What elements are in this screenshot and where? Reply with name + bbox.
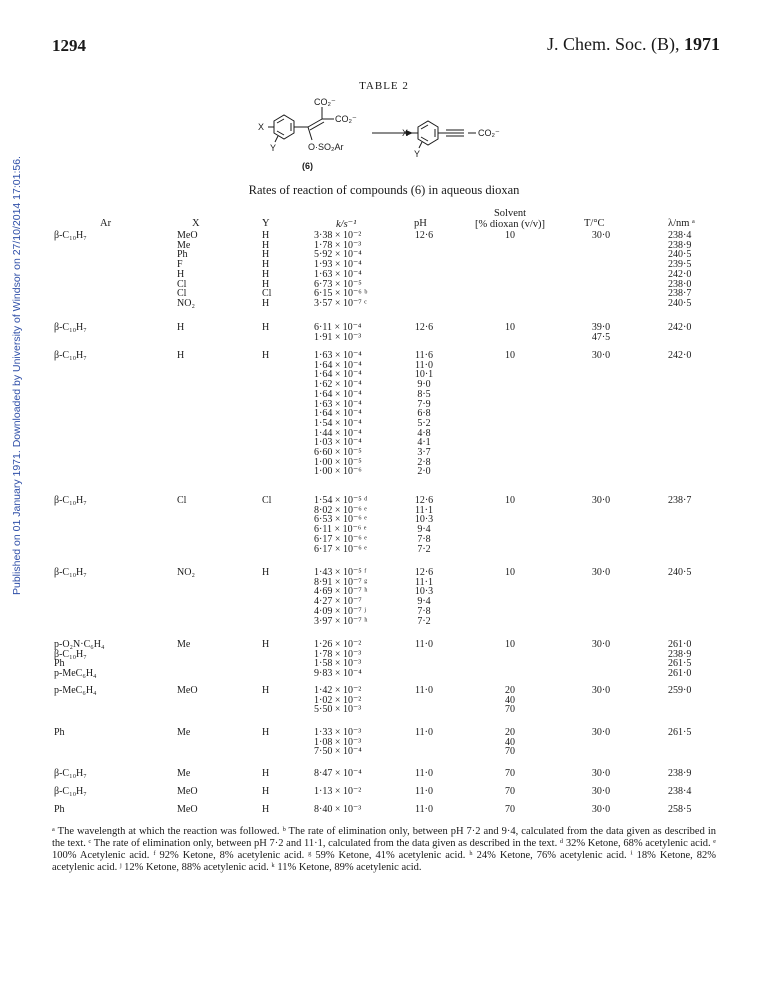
table-value: Me bbox=[177, 768, 191, 779]
table-value: 6·17 × 10⁻⁶ ᵉ bbox=[314, 533, 367, 545]
table-value: 240·5 bbox=[668, 297, 692, 309]
table-value: 261·0 bbox=[668, 668, 692, 680]
table-value: Ph bbox=[177, 249, 188, 261]
table-value: 1·63 × 10⁻⁴ bbox=[314, 398, 362, 410]
table-value: Me bbox=[177, 239, 191, 251]
cell-lambda bbox=[668, 728, 691, 738]
table-value: H bbox=[262, 259, 270, 271]
table-value: MeO bbox=[177, 804, 198, 815]
cell-y bbox=[262, 568, 269, 578]
table-value: 6·11 × 10⁻⁶ ᵉ bbox=[314, 524, 367, 536]
cell-k bbox=[314, 686, 361, 715]
cell-ar bbox=[54, 323, 87, 333]
cell-temp bbox=[584, 231, 618, 241]
table-value: Cl bbox=[177, 288, 187, 300]
table-value: 30·0 bbox=[591, 786, 611, 797]
table-value: 20 bbox=[505, 727, 515, 738]
table-value: MeO bbox=[177, 786, 198, 797]
table-value: 39·0 bbox=[591, 322, 611, 333]
cell-lambda bbox=[668, 351, 691, 361]
table-value: 11·0 bbox=[415, 727, 433, 738]
table-value: β-C₁₀H₇ bbox=[54, 350, 87, 361]
cell-solvent bbox=[480, 805, 540, 815]
table-value: 30·0 bbox=[591, 639, 611, 650]
table-value: 70 bbox=[505, 786, 515, 797]
table-value: 1·78 × 10⁻³ bbox=[314, 648, 362, 660]
table-value: 7·2 bbox=[417, 615, 431, 627]
cell-lambda bbox=[668, 640, 691, 679]
table-value: 1·26 × 10⁻² bbox=[314, 639, 362, 650]
cell-k bbox=[314, 787, 361, 797]
journal-name: J. Chem. Soc. (B), bbox=[547, 34, 680, 54]
table-value: Cl bbox=[177, 495, 187, 506]
table-value: 11·1 bbox=[415, 576, 433, 588]
cell-solvent bbox=[480, 323, 540, 333]
cell-ar bbox=[54, 351, 87, 361]
table-value: β-C₁₀H₇ bbox=[54, 230, 87, 241]
cell-y bbox=[262, 323, 269, 333]
table-value: 10 bbox=[505, 230, 515, 241]
compound-label: (6) bbox=[302, 161, 313, 171]
cell-temp bbox=[584, 686, 618, 696]
table-value: 6·8 bbox=[417, 408, 431, 420]
table-value: 11·0 bbox=[415, 639, 433, 650]
cell-solvent bbox=[480, 568, 540, 578]
table-value: 70 bbox=[505, 746, 515, 758]
table-value: 3·97 × 10⁻⁷ ʰ bbox=[314, 615, 368, 627]
cell-lambda bbox=[668, 787, 691, 797]
table-value: β-C₁₀H₇ bbox=[54, 648, 87, 660]
cell-x bbox=[177, 640, 190, 650]
table-value: Cl bbox=[262, 288, 272, 300]
table-value: 11·0 bbox=[415, 768, 433, 779]
table-value: H bbox=[262, 268, 270, 280]
table-value: 11·0 bbox=[415, 359, 433, 371]
table-value: 1·02 × 10⁻² bbox=[314, 694, 362, 706]
table-value: 238·7 bbox=[668, 495, 692, 506]
table-value: 261·0 bbox=[668, 639, 692, 650]
table-value: 11·6 bbox=[415, 350, 433, 361]
cell-ar bbox=[54, 231, 87, 241]
table-value: 1·93 × 10⁻⁴ bbox=[314, 259, 362, 271]
svg-text:O·SO₂Ar: O·SO₂Ar bbox=[308, 142, 344, 152]
table-value: 10 bbox=[505, 495, 515, 506]
table-value: 6·60 × 10⁻⁵ bbox=[314, 447, 362, 459]
table-value: H bbox=[177, 350, 185, 361]
table-value: 12·6 bbox=[414, 495, 434, 506]
table-value: 10·1 bbox=[414, 369, 434, 381]
cell-ar bbox=[54, 686, 97, 696]
table-value: 4·27 × 10⁻⁷ bbox=[314, 596, 362, 608]
cell-solvent bbox=[480, 769, 540, 779]
table-value: 9·4 bbox=[417, 596, 431, 608]
table-value: 239·5 bbox=[668, 259, 692, 271]
cell-ph bbox=[408, 568, 440, 626]
table-value: 1·13 × 10⁻² bbox=[314, 786, 362, 797]
table-value: 1·58 × 10⁻³ bbox=[314, 658, 362, 670]
table-value: Ph bbox=[54, 804, 65, 815]
cell-y bbox=[262, 351, 269, 361]
col-header-k: k/s⁻¹ bbox=[336, 219, 357, 230]
cell-y bbox=[262, 640, 269, 650]
table-value: β-C₁₀H₇ bbox=[54, 322, 87, 333]
col-header-dioxan: [% dioxan (v/v)] bbox=[475, 219, 545, 230]
table-value: 1·91 × 10⁻³ bbox=[314, 331, 362, 343]
table-value: 11·0 bbox=[415, 804, 433, 815]
table-value: 1·43 × 10⁻⁵ ᶠ bbox=[314, 567, 367, 578]
cell-ar bbox=[54, 805, 65, 815]
table-value: 2·0 bbox=[417, 466, 431, 478]
cell-y bbox=[262, 805, 269, 815]
cell-x bbox=[177, 787, 198, 797]
cell-k bbox=[314, 640, 362, 679]
table-value: 4·09 × 10⁻⁷ ʲ bbox=[314, 605, 366, 617]
cell-k bbox=[314, 496, 367, 554]
table-value: 261·5 bbox=[668, 727, 692, 738]
table-value: 8·5 bbox=[417, 388, 431, 400]
col-header-y: Y bbox=[262, 218, 270, 229]
cell-ar bbox=[54, 568, 87, 578]
download-watermark: Published on 01 January 1971. Downloaded by University of Windsor on 27/10/2014 17:01:56. bbox=[11, 156, 23, 595]
cell-x bbox=[177, 323, 184, 333]
table-value: 3·57 × 10⁻⁷ ᶜ bbox=[314, 297, 367, 309]
table-value: 1·00 × 10⁻⁶ bbox=[314, 466, 362, 478]
table-value: 1·54 × 10⁻⁵ ᵈ bbox=[314, 495, 368, 506]
svg-text:CO₂⁻: CO₂⁻ bbox=[478, 128, 500, 138]
table-value: 242·0 bbox=[668, 350, 692, 361]
table-value: β-C₁₀H₇ bbox=[54, 495, 87, 506]
cell-temp bbox=[584, 728, 618, 738]
table-value: 30·0 bbox=[591, 567, 611, 578]
cell-ph bbox=[408, 728, 440, 738]
table-value: 6·15 × 10⁻⁶ ᵇ bbox=[314, 288, 368, 300]
table-value: 3·7 bbox=[417, 447, 431, 459]
table-value: p-MeC₆H₄ bbox=[54, 668, 97, 680]
table-value: 7·8 bbox=[417, 605, 431, 617]
table-value: 1·64 × 10⁻⁴ bbox=[314, 408, 362, 420]
table-value: 70 bbox=[505, 704, 515, 716]
table-value: 242·0 bbox=[668, 322, 692, 333]
table-value: 242·0 bbox=[668, 268, 692, 280]
table-value: 11·1 bbox=[415, 504, 433, 516]
cell-ar bbox=[54, 769, 87, 779]
table-value: MeO bbox=[177, 230, 198, 241]
cell-ph bbox=[408, 686, 440, 696]
table-value: NO₂ bbox=[177, 567, 195, 578]
col-header-temp: T/°C bbox=[584, 218, 605, 229]
svg-text:Y: Y bbox=[414, 149, 421, 159]
table-value: 4·8 bbox=[417, 427, 431, 439]
table-value: 9·83 × 10⁻⁴ bbox=[314, 668, 362, 680]
table-value: H bbox=[262, 239, 270, 251]
table-value: 8·40 × 10⁻³ bbox=[314, 804, 362, 815]
cell-temp bbox=[584, 351, 618, 361]
table-value: H bbox=[177, 268, 185, 280]
cell-lambda bbox=[668, 496, 691, 506]
table-value: 30·0 bbox=[591, 727, 611, 738]
table-value: 1·00 × 10⁻⁵ bbox=[314, 456, 362, 468]
table-value: 261·5 bbox=[668, 658, 692, 670]
cell-x bbox=[177, 231, 198, 309]
table-value: 30·0 bbox=[591, 685, 611, 696]
table-value: 238·9 bbox=[668, 239, 692, 251]
table-value: 5·92 × 10⁻⁴ bbox=[314, 249, 362, 261]
table-value: NO₂ bbox=[177, 297, 195, 309]
table-value: F bbox=[177, 259, 183, 271]
table-value: 240·5 bbox=[668, 249, 692, 261]
table-value: 9·0 bbox=[417, 379, 431, 391]
cell-temp bbox=[584, 496, 618, 506]
table-value: 238·0 bbox=[668, 278, 692, 290]
table-value: 20 bbox=[505, 685, 515, 696]
table-value: H bbox=[262, 297, 270, 309]
col-header-solvent: Solvent bbox=[493, 208, 527, 219]
cell-solvent bbox=[480, 351, 540, 361]
table-value: Ph bbox=[54, 727, 65, 738]
table-value: 12·6 bbox=[414, 567, 434, 578]
cell-ar bbox=[54, 640, 104, 679]
cell-solvent bbox=[480, 231, 540, 241]
cell-lambda bbox=[668, 231, 691, 309]
table-value: H bbox=[262, 685, 270, 696]
table-value: 7·50 × 10⁻⁴ bbox=[314, 746, 362, 758]
cell-temp bbox=[584, 323, 618, 342]
table-value: 6·73 × 10⁻⁵ bbox=[314, 278, 362, 290]
cell-solvent bbox=[480, 728, 540, 757]
table-value: H bbox=[262, 322, 270, 333]
table-value: 1·64 × 10⁻⁴ bbox=[314, 369, 362, 381]
table-value: 4·69 × 10⁻⁷ ʰ bbox=[314, 586, 368, 598]
table-value: 11·0 bbox=[415, 685, 433, 696]
table-value: 70 bbox=[505, 768, 515, 779]
cell-temp bbox=[584, 568, 618, 578]
table-value: 5·50 × 10⁻³ bbox=[314, 704, 362, 716]
table-value: 7·2 bbox=[417, 543, 431, 555]
page-number: 1294 bbox=[52, 36, 86, 55]
col-header-x: X bbox=[192, 218, 200, 229]
cell-ar bbox=[54, 787, 87, 797]
cell-ph bbox=[408, 351, 440, 477]
table-value: β-C₁₀H₇ bbox=[54, 768, 87, 779]
cell-y bbox=[262, 769, 269, 779]
cell-ph bbox=[408, 323, 440, 333]
cell-x bbox=[177, 496, 186, 506]
table-value: 1·64 × 10⁻⁴ bbox=[314, 388, 362, 400]
table-value: p-MeC₆H₄ bbox=[54, 685, 97, 696]
cell-y bbox=[262, 728, 269, 738]
table-value: 4·1 bbox=[417, 437, 431, 449]
cell-k bbox=[314, 728, 362, 757]
table-value: 30·0 bbox=[591, 495, 611, 506]
cell-solvent bbox=[480, 640, 540, 650]
table-value: 10 bbox=[505, 350, 515, 361]
table-title: TABLE 2 bbox=[359, 80, 409, 92]
table-value: H bbox=[262, 786, 270, 797]
table-value: Me bbox=[177, 727, 191, 738]
svg-text:X: X bbox=[402, 128, 409, 138]
table-value: H bbox=[262, 249, 270, 261]
reaction-scheme bbox=[250, 95, 550, 180]
table-value: H bbox=[262, 278, 270, 290]
journal-year: 1971 bbox=[684, 34, 720, 54]
cell-lambda bbox=[668, 769, 691, 779]
table-value: 12·6 bbox=[414, 230, 434, 241]
table-value: Cl bbox=[177, 278, 187, 290]
svg-text:Y: Y bbox=[270, 143, 277, 153]
table-value: 70 bbox=[505, 804, 515, 815]
cell-x bbox=[177, 686, 198, 696]
cell-ph bbox=[408, 496, 440, 554]
cell-ar bbox=[54, 496, 87, 506]
cell-ph bbox=[408, 640, 440, 650]
table-value: H bbox=[262, 639, 270, 650]
table-value: 8·02 × 10⁻⁶ ᵉ bbox=[314, 504, 367, 516]
cell-y bbox=[262, 231, 271, 309]
table-value: 10·3 bbox=[414, 514, 434, 526]
table-value: 10·3 bbox=[414, 586, 434, 598]
table-value: H bbox=[262, 768, 270, 779]
cell-y bbox=[262, 496, 271, 506]
table-value: β-C₁₀H₇ bbox=[54, 567, 87, 578]
table-value: 30·0 bbox=[591, 350, 611, 361]
table-value: 1·78 × 10⁻³ bbox=[314, 239, 362, 251]
table-value: 1·62 × 10⁻⁴ bbox=[314, 379, 362, 391]
table-value: 238·4 bbox=[668, 786, 692, 797]
cell-k bbox=[314, 568, 367, 626]
table-value: 40 bbox=[505, 736, 515, 748]
table-value: 240·5 bbox=[668, 567, 692, 578]
table-value: 12·6 bbox=[414, 322, 434, 333]
col-header-ph: pH bbox=[414, 218, 427, 229]
table-value: H bbox=[177, 322, 185, 333]
table-value: 1·08 × 10⁻³ bbox=[314, 736, 362, 748]
cell-x bbox=[177, 351, 184, 361]
cell-ph bbox=[408, 805, 440, 815]
table-value: 1·54 × 10⁻⁴ bbox=[314, 417, 362, 429]
table-value: Me bbox=[177, 639, 191, 650]
cell-x bbox=[177, 568, 195, 578]
table-value: 11·0 bbox=[415, 786, 433, 797]
table-value: Ph bbox=[54, 658, 65, 670]
cell-k bbox=[314, 323, 361, 342]
cell-k bbox=[314, 351, 362, 477]
svg-text:CO₂⁻: CO₂⁻ bbox=[335, 114, 357, 124]
table-value: Cl bbox=[262, 495, 272, 506]
cell-k bbox=[314, 231, 367, 309]
table-value: 1·63 × 10⁻⁴ bbox=[314, 268, 362, 280]
cell-lambda bbox=[668, 805, 691, 815]
cell-ph bbox=[408, 231, 440, 241]
table-value: 1·44 × 10⁻⁴ bbox=[314, 427, 362, 439]
cell-lambda bbox=[668, 568, 691, 578]
col-header-lambda: λ/nm ᵃ bbox=[668, 218, 695, 229]
table-value: 8·47 × 10⁻⁴ bbox=[314, 768, 362, 779]
cell-y bbox=[262, 686, 269, 696]
table-value: 7·8 bbox=[417, 533, 431, 545]
cell-solvent bbox=[480, 496, 540, 506]
cell-lambda bbox=[668, 323, 691, 333]
table-value: 238·9 bbox=[668, 648, 692, 660]
table-value: 40 bbox=[505, 694, 515, 706]
cell-ph bbox=[408, 787, 440, 797]
table-value: 3·38 × 10⁻² bbox=[314, 230, 362, 241]
table-value: H bbox=[262, 567, 270, 578]
table-value: 258·5 bbox=[668, 804, 692, 815]
table-value: 9·4 bbox=[417, 524, 431, 536]
svg-text:X: X bbox=[258, 122, 265, 132]
table-value: 8·91 × 10⁻⁷ ᵍ bbox=[314, 576, 368, 588]
table-footnotes: ᵃ The wavelength at which the reaction was followed. ᵇ The rate of elimination only, between pH 7·2 and 9·4, calculated from the data given as described in the text. ᶜ The rate of elimination only, between pH 7·2 and 11·1, calculated from the data given as described in the text. ᵈ 32% Ketone, 68% acetylenic acid. ᵉ 100% Acetylenic acid. ᶠ 92% Ketone, 8% acetylenic acid. ᵍ 59% Ketone, 41% acetylenic acid. ʰ 24% Ketone, 76% acetylenic acid. ⁱ 18% Ketone, 82% acetylenic acid. ʲ 12% Ketone, 88% acetylenic acid. ᵏ 11% Ketone, 89% acetylenic acid. bbox=[52, 826, 716, 873]
table-value: 6·17 × 10⁻⁶ ᵉ bbox=[314, 543, 367, 555]
cell-x bbox=[177, 805, 198, 815]
table-value: 5·2 bbox=[417, 417, 431, 429]
table-value: H bbox=[262, 727, 270, 738]
table-value: 259·0 bbox=[668, 685, 692, 696]
table-value: 6·11 × 10⁻⁴ bbox=[314, 322, 362, 333]
table-value: β-C₁₀H₇ bbox=[54, 786, 87, 797]
col-header-ar: Ar bbox=[100, 218, 112, 229]
cell-k bbox=[314, 805, 361, 815]
table-value: 30·0 bbox=[591, 768, 611, 779]
table-value: H bbox=[262, 804, 270, 815]
table-value: 1·03 × 10⁻⁴ bbox=[314, 437, 362, 449]
cell-k bbox=[314, 769, 362, 779]
cell-ph bbox=[408, 769, 440, 779]
table-value: 238·9 bbox=[668, 768, 692, 779]
table-caption: Rates of reaction of compounds (6) in aqueous dioxan bbox=[248, 183, 520, 197]
table-value: H bbox=[262, 350, 270, 361]
table-value: H bbox=[262, 230, 270, 241]
table-value: 10 bbox=[505, 322, 515, 333]
cell-temp bbox=[584, 787, 618, 797]
cell-x bbox=[177, 769, 190, 779]
cell-solvent bbox=[480, 686, 540, 715]
cell-temp bbox=[584, 805, 618, 815]
cell-temp bbox=[584, 640, 618, 650]
cell-ar bbox=[54, 728, 65, 738]
table-value: 10 bbox=[505, 639, 515, 650]
svg-text:CO₂⁻: CO₂⁻ bbox=[314, 97, 336, 107]
table-value: 1·33 × 10⁻³ bbox=[314, 727, 362, 738]
table-value: 1·63 × 10⁻⁴ bbox=[314, 350, 362, 361]
table-value: 1·64 × 10⁻⁴ bbox=[314, 359, 362, 371]
journal-header bbox=[547, 34, 720, 55]
table-value: 238·7 bbox=[668, 288, 692, 300]
cell-solvent bbox=[480, 787, 540, 797]
table-value: 30·0 bbox=[591, 230, 611, 241]
cell-x bbox=[177, 728, 190, 738]
table-value: 1·42 × 10⁻² bbox=[314, 685, 362, 696]
table-value: p-O₂N·C₆H₄ bbox=[54, 639, 105, 650]
table-value: 10 bbox=[505, 567, 515, 578]
cell-lambda bbox=[668, 686, 691, 696]
table-value: 47·5 bbox=[591, 331, 611, 343]
table-value: 2·8 bbox=[417, 456, 431, 468]
table-value: MeO bbox=[177, 685, 198, 696]
table-value: 7·9 bbox=[417, 398, 431, 410]
table-value: 6·53 × 10⁻⁶ ᵉ bbox=[314, 514, 367, 526]
cell-temp bbox=[584, 769, 618, 779]
table-value: 30·0 bbox=[591, 804, 611, 815]
table-value: 238·4 bbox=[668, 230, 692, 241]
cell-y bbox=[262, 787, 269, 797]
